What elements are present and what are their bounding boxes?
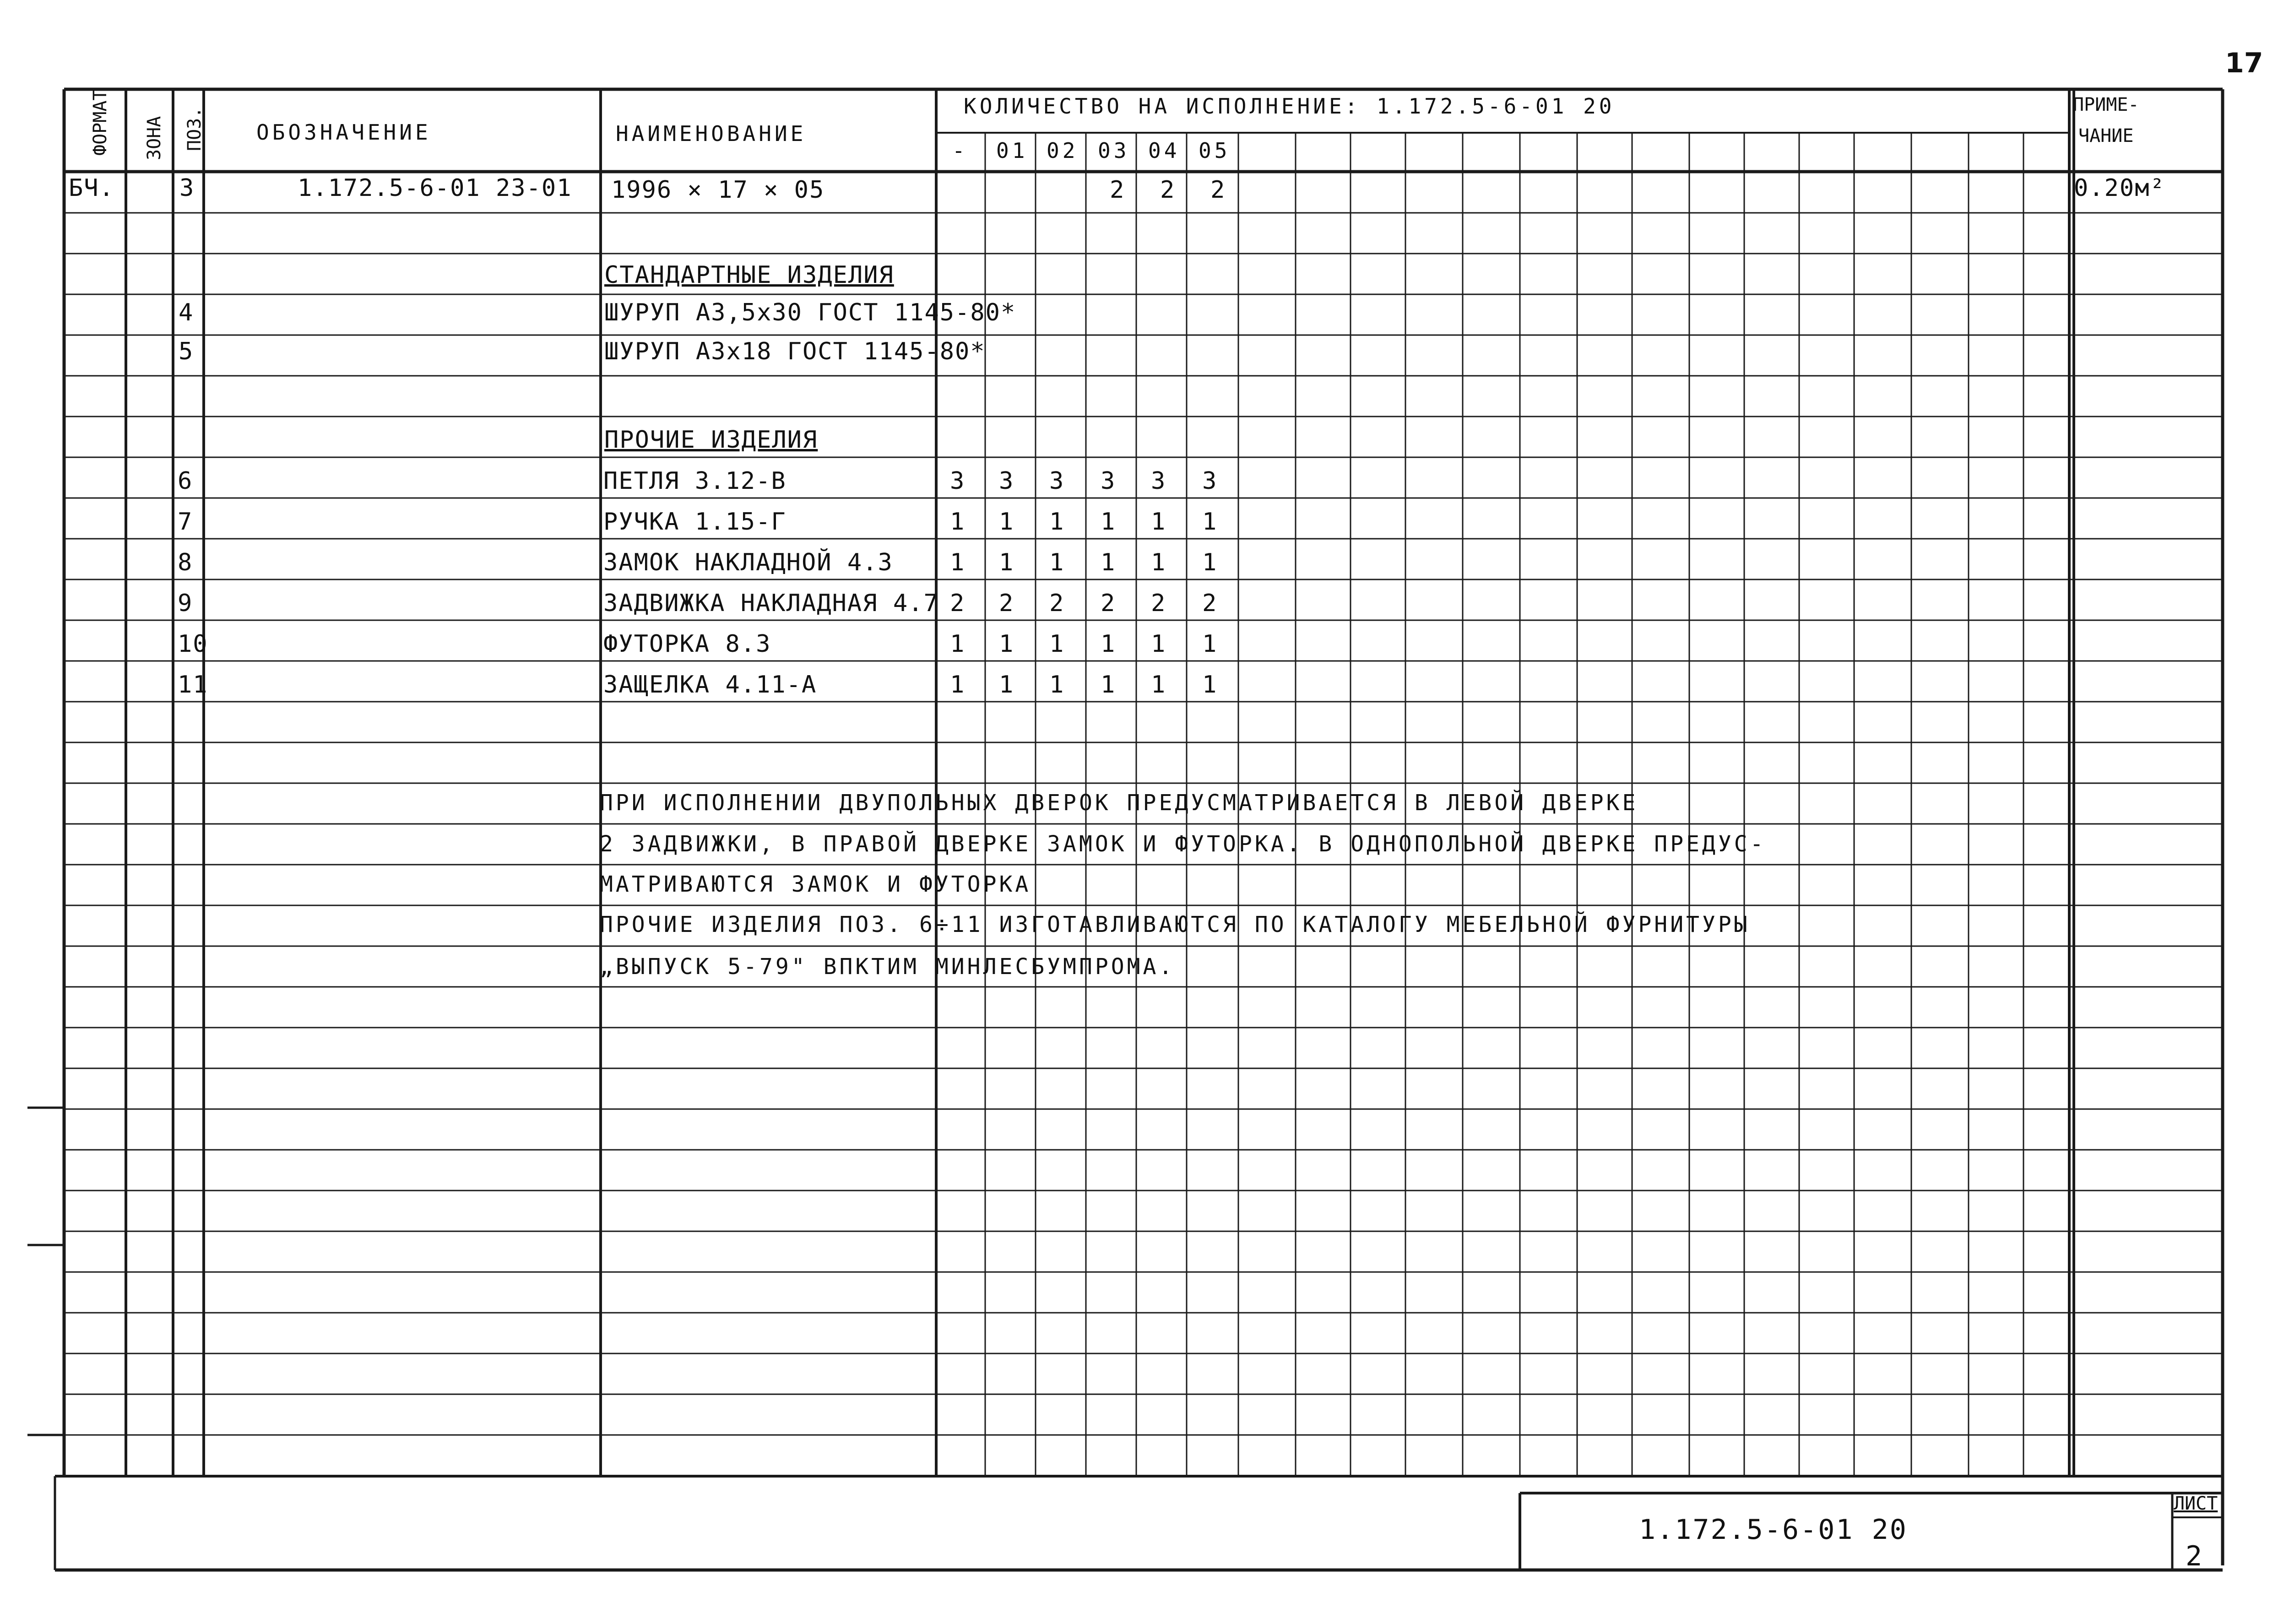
note-line: МАТРИВАЮТСЯ ЗАМОК И ФУТОРКА — [600, 872, 1031, 897]
other-item-position: 10 — [178, 630, 208, 658]
note-line: 2 ЗАДВИЖКИ, В ПРАВОЙ ДВЕРКЕ ЗАМОК И ФУТОРКА. В ОДНОПОЛЬНОЙ ДВЕРКЕ ПРЕДУС- — [600, 831, 1766, 857]
standard-section-title: СТАНДАРТНЫЕ ИЗДЕЛИЯ — [604, 261, 894, 289]
other-item-qty: 2 — [1049, 590, 1065, 617]
header-variant-04: 04 — [1148, 138, 1180, 163]
other-item-qty: 1 — [1202, 549, 1218, 576]
standard-item-position: 4 — [179, 299, 194, 326]
other-item-qty: 3 — [1101, 467, 1116, 495]
other-item-qty: 1 — [1151, 549, 1166, 576]
other-item-qty: 3 — [1049, 467, 1065, 495]
other-item-position: 9 — [178, 590, 193, 617]
note-line: „ВЫПУСК 5-79" ВПКТИМ МИНЛЕСБУМПРОМА. — [600, 954, 1175, 980]
header-variant-05: 05 — [1199, 138, 1231, 163]
other-item-name: ПЕТЛЯ 3.12-В — [603, 467, 787, 495]
other-item-qty: 1 — [1049, 630, 1065, 658]
header-variant-01: 01 — [996, 138, 1028, 163]
other-item-qty: 3 — [1202, 467, 1218, 495]
part-qty-05: 2 — [1210, 176, 1226, 204]
header-quantity-caption: КОЛИЧЕСТВО НА ИСПОЛНЕНИЕ: 1.172.5-6-01 20 — [964, 94, 1615, 119]
part-format: БЧ. — [69, 174, 114, 202]
other-item-name: ЗАДВИЖКА НАКЛАДНАЯ 4.7 — [603, 590, 939, 617]
note-line: ПРОЧИЕ ИЗДЕЛИЯ ПОЗ. 6÷11 ИЗГОТАВЛИВАЮТСЯ ПО КАТАЛОГУ МЕБЕЛЬНОЙ ФУРНИТУРЫ — [600, 912, 1750, 937]
other-item-qty: 1 — [999, 508, 1014, 536]
other-item-position: 11 — [178, 671, 208, 698]
part-name: 1996 × 17 × 05 — [611, 176, 825, 204]
table-grid — [27, 89, 2223, 1570]
other-item-qty: 1 — [1101, 671, 1116, 698]
other-item-qty: 1 — [950, 630, 966, 658]
header-format: ФОРМАТ — [90, 89, 111, 156]
part-designation: 1.172.5-6-01 23-01 — [298, 174, 572, 202]
header-zone: ЗОНА — [144, 116, 165, 160]
header-name: НАИМЕНОВАНИЕ — [616, 121, 807, 146]
part-qty-03: 2 — [1110, 176, 1125, 204]
part-qty-04: 2 — [1160, 176, 1176, 204]
other-section-title: ПРОЧИЕ ИЗДЕЛИЯ — [604, 426, 818, 454]
other-item-name: ФУТОРКА 8.3 — [603, 630, 771, 658]
other-item-qty: 1 — [999, 630, 1014, 658]
sheet-label: ЛИСТ — [2174, 1493, 2218, 1514]
other-item-qty: 1 — [1151, 508, 1166, 536]
header-variant-03: 03 — [1098, 138, 1130, 163]
other-item-qty: 3 — [1151, 467, 1166, 495]
other-item-row — [178, 548, 1217, 576]
other-item-qty: 1 — [1101, 630, 1116, 658]
other-item-qty: 2 — [1101, 590, 1116, 617]
header-position: ПОЗ. — [184, 107, 205, 151]
header-designation: ОБОЗНАЧЕНИЕ — [256, 120, 431, 145]
other-item-qty: 1 — [1049, 671, 1065, 698]
other-item-qty: 1 — [1202, 671, 1218, 698]
other-item-qty: 1 — [999, 671, 1014, 698]
standard-item-name: ШУРУП А3,5x30 ГОСТ 1145-80* — [604, 299, 1016, 326]
other-item-qty: 1 — [1049, 549, 1065, 576]
header-note-line1: ПРИМЕ- — [2073, 94, 2139, 115]
other-item-qty: 1 — [950, 549, 966, 576]
other-item-position: 8 — [178, 549, 193, 576]
other-item-row — [178, 671, 1217, 698]
standard-item-name: ШУРУП А3x18 ГОСТ 1145-80* — [604, 338, 986, 365]
document-number: 1.172.5-6-01 20 — [1639, 1514, 1908, 1546]
other-item-qty: 2 — [1151, 590, 1166, 617]
other-item-position: 6 — [178, 467, 193, 495]
other-item-qty: 1 — [950, 508, 966, 536]
other-item-qty: 1 — [950, 671, 966, 698]
other-item-qty: 2 — [999, 590, 1014, 617]
other-item-qty: 3 — [950, 467, 966, 495]
other-item-qty: 3 — [999, 467, 1014, 495]
header-note-line2: ЧАНИЕ — [2078, 125, 2134, 146]
other-item-qty: 1 — [1202, 630, 1218, 658]
other-item-row — [178, 630, 1217, 658]
part-position: 3 — [179, 174, 195, 202]
other-item-qty: 2 — [950, 590, 966, 617]
note-line: ПРИ ИСПОЛНЕНИИ ДВУПОЛЬНЫХ ДВЕРОК ПРЕДУСМАТРИВАЕТСЯ В ЛЕВОЙ ДВЕРКЕ — [600, 790, 1638, 816]
page-number: 17 — [2225, 47, 2263, 79]
other-item-name: РУЧКА 1.15-Г — [603, 508, 787, 536]
other-items-list — [178, 467, 1217, 698]
other-item-qty: 1 — [1202, 508, 1218, 536]
other-item-row — [178, 590, 1217, 617]
other-item-qty: 1 — [999, 549, 1014, 576]
other-item-row — [178, 467, 1217, 495]
other-item-qty: 1 — [1101, 549, 1116, 576]
other-item-row — [178, 508, 1217, 536]
other-item-position: 7 — [178, 508, 193, 536]
sheet-number: 2 — [2186, 1540, 2204, 1572]
standard-item-position: 5 — [179, 338, 194, 365]
other-item-qty: 2 — [1202, 590, 1218, 617]
other-item-name: ЗАМОК НАКЛАДНОЙ 4.3 — [603, 549, 893, 576]
other-item-qty: 1 — [1151, 630, 1166, 658]
header-variant-base: - — [952, 138, 968, 163]
part-note: 0.20м² — [2074, 174, 2165, 202]
header-variant-02: 02 — [1047, 138, 1079, 163]
other-item-qty: 1 — [1151, 671, 1166, 698]
other-item-name: ЗАЩЕЛКА 4.11-А — [603, 671, 817, 698]
other-item-qty: 1 — [1101, 508, 1116, 536]
other-item-qty: 1 — [1049, 508, 1065, 536]
